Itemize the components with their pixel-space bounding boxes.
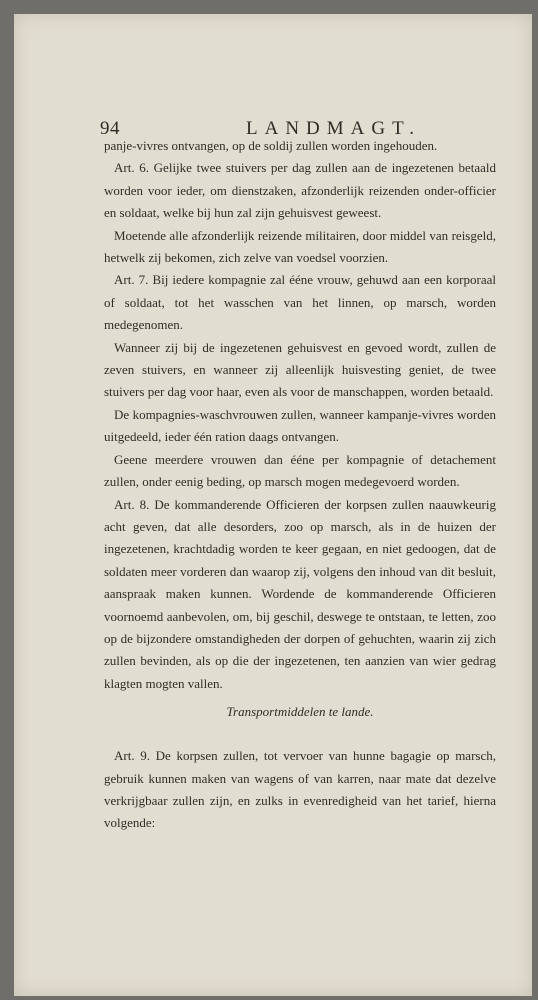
- running-title: LANDMAGT.: [246, 118, 422, 139]
- section-heading: Transportmiddelen te lande.: [226, 704, 374, 720]
- page-number: 94: [100, 118, 120, 139]
- paragraph: Geene meerdere vrouwen dan ééne per kompagnie of detachement zullen, onder eenig beding, op marsch mogen medegevoerd worden.: [104, 451, 496, 490]
- body-text: [104, 135, 496, 835]
- paragraph: panje-vivres ontvangen, op de soldij zullen worden ingehouden.: [104, 138, 438, 153]
- paragraph: Art. 7. Bij iedere kompagnie zal ééne vrouw, gehuwd aan een korporaal of soldaat, tot het wasschen van het linnen, op marsch, worden medegenomen.: [104, 272, 496, 333]
- paragraph: De kompagnies-waschvrouwen zullen, wanneer kampanje-vivres worden uitgedeeld, ieder één ration daags ontvangen.: [104, 406, 496, 445]
- paragraph: Moetende alle afzonderlijk reizende militairen, door middel van reisgeld, hetwelk zij bekomen, zich zelve van voedsel voorzien.: [104, 227, 496, 266]
- paragraph: Wanneer zij bij de ingezetenen gehuisvest en gevoed wordt, zullen de zeven stuivers, en wanneer zij alleenlijk huisvesting geniet, de twee stuivers per dag voor haar, even als voor de manschappen, worden betaald.: [104, 339, 496, 400]
- paragraph: Art. 6. Gelijke twee stuivers per dag zullen aan de ingezetenen betaald worden voor ieder, om dienstzaken, afzonderlijk reizenden onder-officier en soldaat, welke bij hun zal zijn gehuisvest geweest.: [104, 160, 496, 221]
- paragraph: Art. 9. De korpsen zullen, tot vervoer van hunne bagagie op marsch, gebruik kunnen maken van wagens of van karren, naar mate dat dezelve verkrijgbaar zullen zijn, en zulks in evenredigheid van het tarief, hierna volgende:: [104, 748, 496, 831]
- paragraph: Art. 8. De kommanderende Officieren der korpsen zullen naauwkeurig acht geven, dat alle desorders, zoo op marsch, als in de huizen der ingezetenen, krachtdadig worden te keer gegaan, en niet gedoogen, dat de soldaten meer vorderen dan waarop zij, volgens den inhoud van dit besluit, aanspraak maken kunnen. Wordende de kommanderende Officieren voornoemd aanbevolen, om, bij geschil, deswege te ontstaan, te letten, zoo op de bijzondere omstandigheden der dorpen of gehuchten, waarin zij zich zullen bevinden, als op die der ingezetenen, ten aanzien van wier gedrag klagten mogten vallen.: [104, 496, 496, 691]
